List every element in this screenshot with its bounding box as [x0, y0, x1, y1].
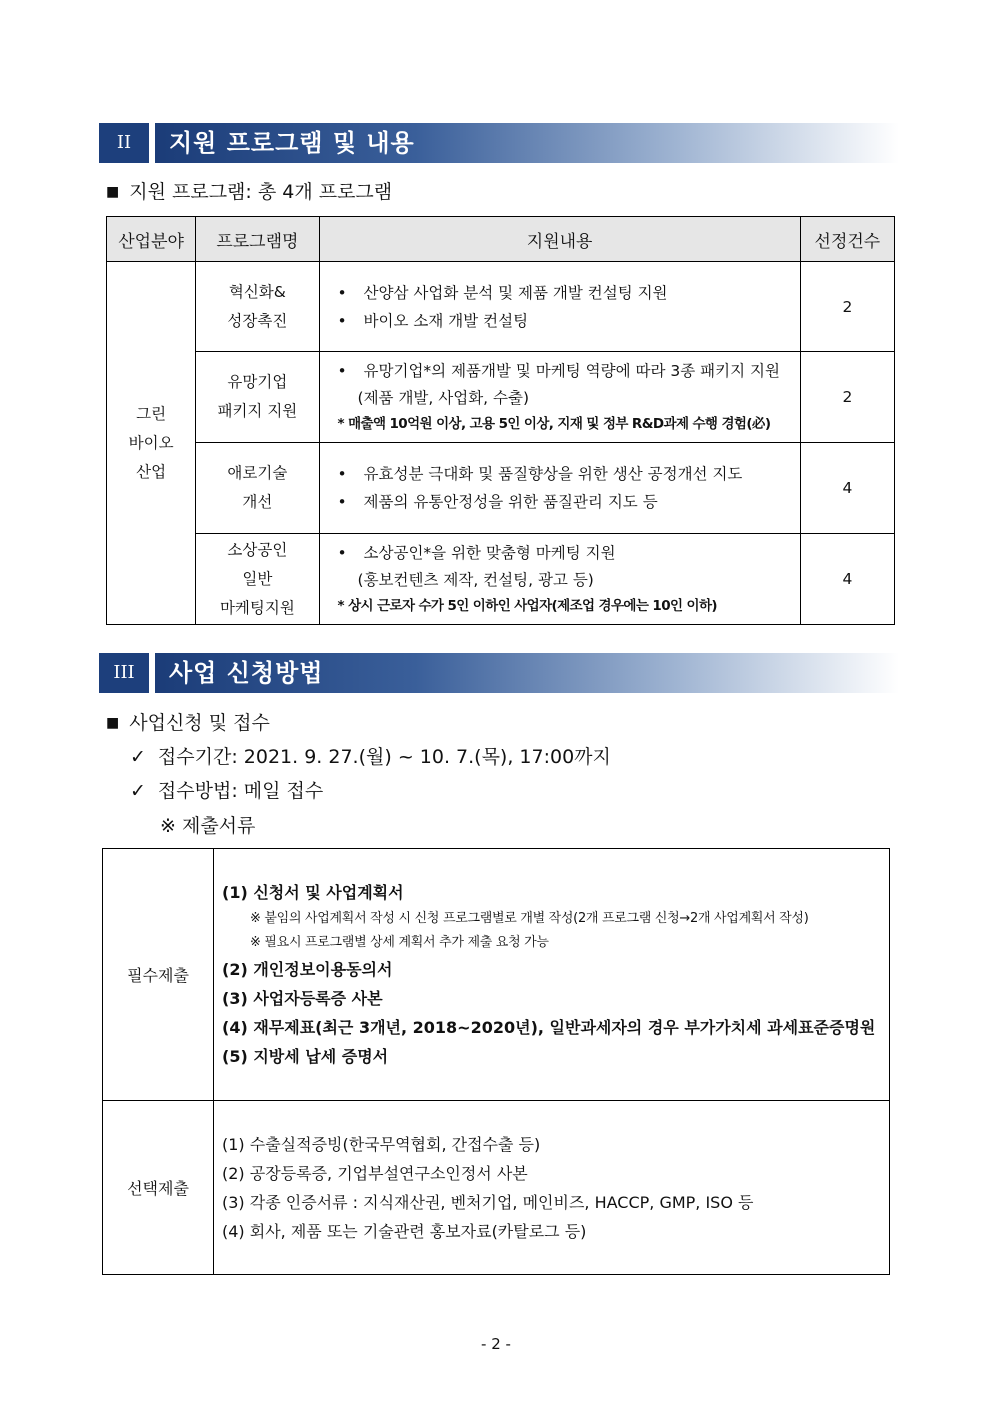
list-subtext: (홍보컨텐츠 제작, 컨설팅, 광고 등) [357, 571, 594, 589]
section-3-title: 사업 신청방법 [169, 659, 324, 687]
required-label: 필수제출 [103, 849, 214, 1101]
list-item: (1) 수출실적증빙(한국무역협회, 간접수출 등) [222, 1134, 541, 1154]
list-footnote: * 상시 근로자 수가 5인 이하인 사업자(제조업 경우에는 10인 이하) [337, 598, 717, 614]
page-number: - 2 - [481, 1335, 511, 1353]
program-count: 2 [800, 262, 894, 352]
section-3-bullet: ■ 사업신청 및 접수 [106, 712, 270, 734]
table-row [103, 1101, 890, 1275]
list-item: (2) 개인정보이용동의서 [222, 960, 393, 979]
method-line: ✓ 접수방법: 메일 접수 [130, 780, 324, 802]
list-item: • 산양삼 사업화 분석 및 제품 개발 컨설팅 지원 [338, 279, 794, 307]
square-bullet-icon: ■ [106, 715, 120, 731]
section-2-title: 지원 프로그램 및 내용 [169, 129, 415, 157]
header-content: 지원내용 [319, 217, 800, 262]
optional-docs [214, 1101, 890, 1275]
list-subtext: (제품 개발, 사업화, 수출) [357, 389, 530, 407]
list-item: • 유효성분 극대화 및 품질향상을 위한 생산 공정개선 지도 [338, 460, 794, 488]
table-header-row [107, 217, 895, 262]
list-item: (1) 신청서 및 사업계획서 [222, 883, 404, 902]
section-2-header [99, 123, 899, 163]
header-count: 선정건수 [800, 217, 894, 262]
list-item: • 유망기업*의 제품개발 및 마케팅 역량에 따라 3종 패키지 지원 [338, 357, 794, 385]
section-3-header [99, 653, 899, 693]
program-content [319, 352, 800, 443]
program-table [106, 216, 895, 625]
table-row [107, 534, 895, 625]
header-industry: 산업분야 [107, 217, 196, 262]
table-row [107, 443, 895, 534]
program-content [319, 262, 800, 352]
program-count: 4 [800, 534, 894, 625]
table-row [107, 262, 895, 352]
header-program: 프로그램명 [196, 217, 319, 262]
list-item: (4) 회사, 제품 또는 기술관련 홍보자료(카탈로그 등) [222, 1221, 587, 1241]
program-name: 애로기술 개선 [196, 443, 319, 534]
docs-title: ※ 제출서류 [160, 815, 256, 837]
program-count: 2 [800, 352, 894, 443]
section-2-title-bar [155, 123, 899, 163]
list-item: (3) 사업자등록증 사본 [222, 989, 383, 1008]
list-item: (5) 지방세 납세 증명서 [222, 1047, 389, 1066]
table-row [103, 849, 890, 1101]
check-icon: ✓ [130, 780, 146, 802]
program-name: 소상공인 일반 마케팅지원 [196, 534, 319, 625]
program-count: 4 [800, 443, 894, 534]
required-docs [214, 849, 890, 1101]
industry-cell: 그린 바이오 산업 [107, 262, 196, 625]
list-note: ※ 필요시 프로그램별 상세 계획서 추가 제출 요청 가능 [250, 935, 549, 950]
check-icon: ✓ [130, 746, 146, 768]
program-name: 유망기업 패키지 지원 [196, 352, 319, 443]
documents-table [102, 848, 890, 1275]
list-item: • 바이오 소재 개발 컨설팅 [338, 307, 794, 335]
list-item: (2) 공장등록증, 기업부설연구소인정서 사본 [222, 1163, 528, 1183]
square-bullet-icon: ■ [106, 184, 120, 200]
list-note: ※ 붙임의 사업계획서 작성 시 신청 프로그램별로 개별 작성(2개 프로그램 신청→2개 사업계획서 작성) [250, 911, 809, 926]
period-line: ✓ 접수기간: 2021. 9. 27.(월) ~ 10. 7.(목), 17:00까지 [130, 746, 611, 768]
program-content [319, 534, 800, 625]
table-row [107, 352, 895, 443]
list-item: • 소상공인*을 위한 맞춤형 마케팅 지원 [338, 539, 794, 567]
program-name: 혁신화& 성장촉진 [196, 262, 319, 352]
section-3-title-bar [155, 653, 899, 693]
list-footnote: * 매출액 10억원 이상, 고용 5인 이상, 지재 및 정부 R&D과제 수행 경험(必) [337, 416, 771, 432]
list-item: (4) 재무제표(최근 3개년, 2018~2020년), 일반과세자의 경우 부가가치세 과세표준증명원 [222, 1018, 876, 1037]
optional-label: 선택제출 [103, 1101, 214, 1275]
section-3-number: III [99, 653, 149, 693]
section-2-bullet: ■ 지원 프로그램: 총 4개 프로그램 [106, 181, 393, 203]
list-item: (3) 각종 인증서류 : 지식재산권, 벤처기업, 메인비즈, HACCP, GMP, ISO 등 [222, 1192, 754, 1212]
list-item: • 제품의 유통안정성을 위한 품질관리 지도 등 [338, 488, 794, 516]
section-2-number: II [99, 123, 149, 163]
program-content [319, 443, 800, 534]
